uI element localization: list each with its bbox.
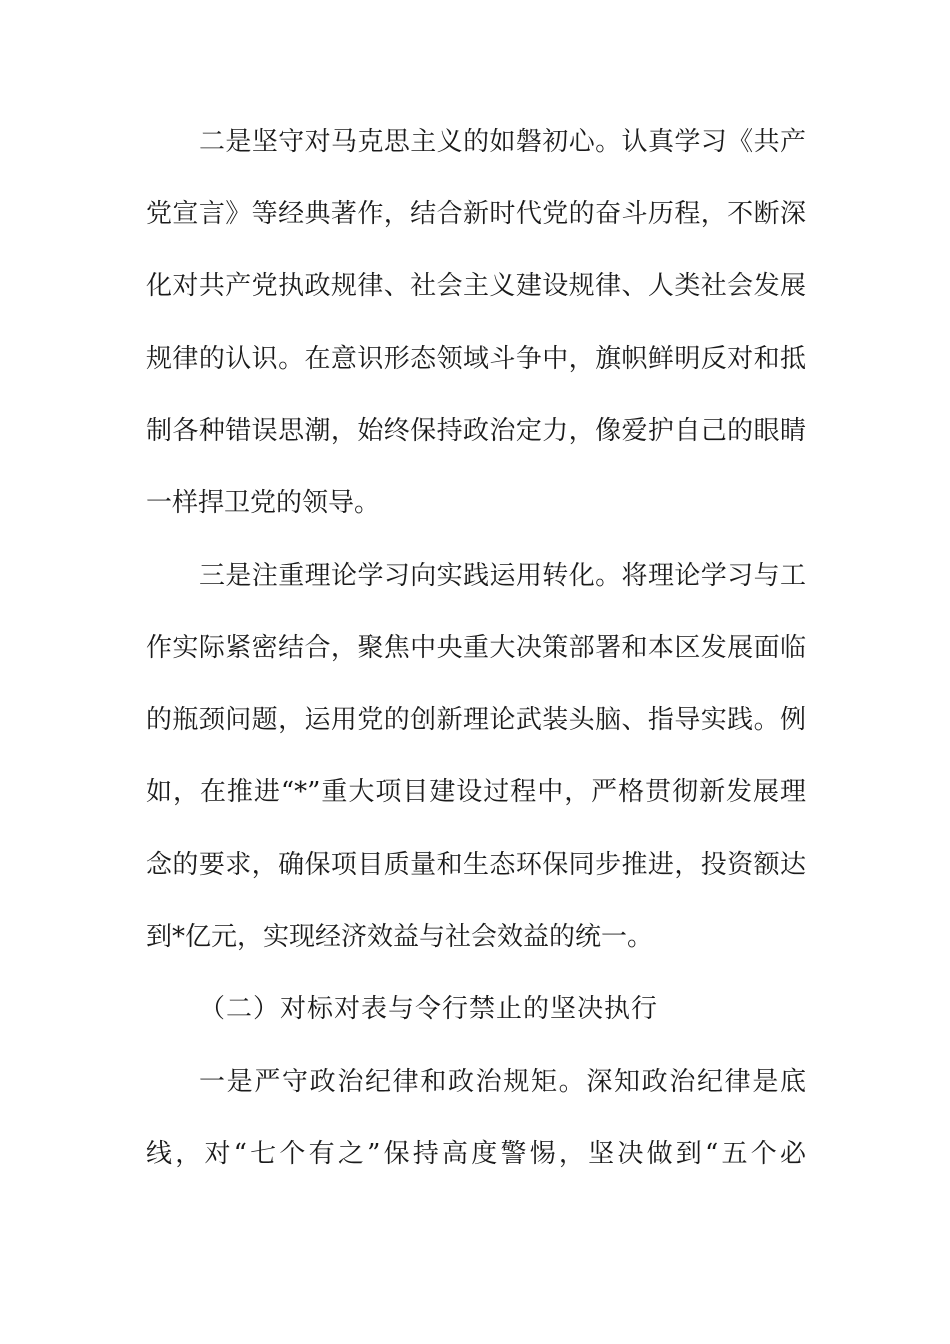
section-heading: （二）对标对表与令行禁止的坚决执行 bbox=[199, 994, 659, 1024]
paragraph-3-line-2: 线，对“七个有之”保持高度警惕，坚决做到“五个必 bbox=[146, 1139, 806, 1169]
paragraph-2-line-6: 到*亿元，实现经济效益与社会效益的统一。 bbox=[146, 922, 654, 952]
paragraph-2-line-1: 三是注重理论学习向实践运用转化。将理论学习与工 bbox=[199, 561, 806, 591]
paragraph-2-line-2: 作实际紧密结合，聚焦中央重大决策部署和本区发展面临 bbox=[146, 633, 806, 663]
paragraph-2-line-4: 如，在推进“*”重大项目建设过程中，严格贯彻新发展理 bbox=[146, 777, 806, 807]
paragraph-3-line-1: 一是严守政治纪律和政治规矩。深知政治纪律是底 bbox=[199, 1067, 806, 1097]
paragraph-1-line-2: 党宣言》等经典著作，结合新时代党的奋斗历程，不断深 bbox=[146, 199, 806, 229]
paragraph-2-line-5: 念的要求，确保项目质量和生态环保同步推进，投资额达 bbox=[146, 850, 806, 880]
paragraph-1-line-1: 二是坚守对马克思主义的如磐初心。认真学习《共产 bbox=[199, 127, 806, 157]
paragraph-1-line-5: 制各种错误思潮，始终保持政治定力，像爱护自己的眼睛 bbox=[146, 416, 806, 446]
paragraph-1-line-6: 一样捍卫党的领导。 bbox=[146, 488, 381, 518]
paragraph-1-line-4: 规律的认识。在意识形态领域斗争中，旗帜鲜明反对和抵 bbox=[146, 344, 806, 374]
paragraph-1-line-3: 化对共产党执政规律、社会主义建设规律、人类社会发展 bbox=[146, 271, 806, 301]
paragraph-2-line-3: 的瓶颈问题，运用党的创新理论武装头脑、指导实践。例 bbox=[146, 705, 806, 735]
